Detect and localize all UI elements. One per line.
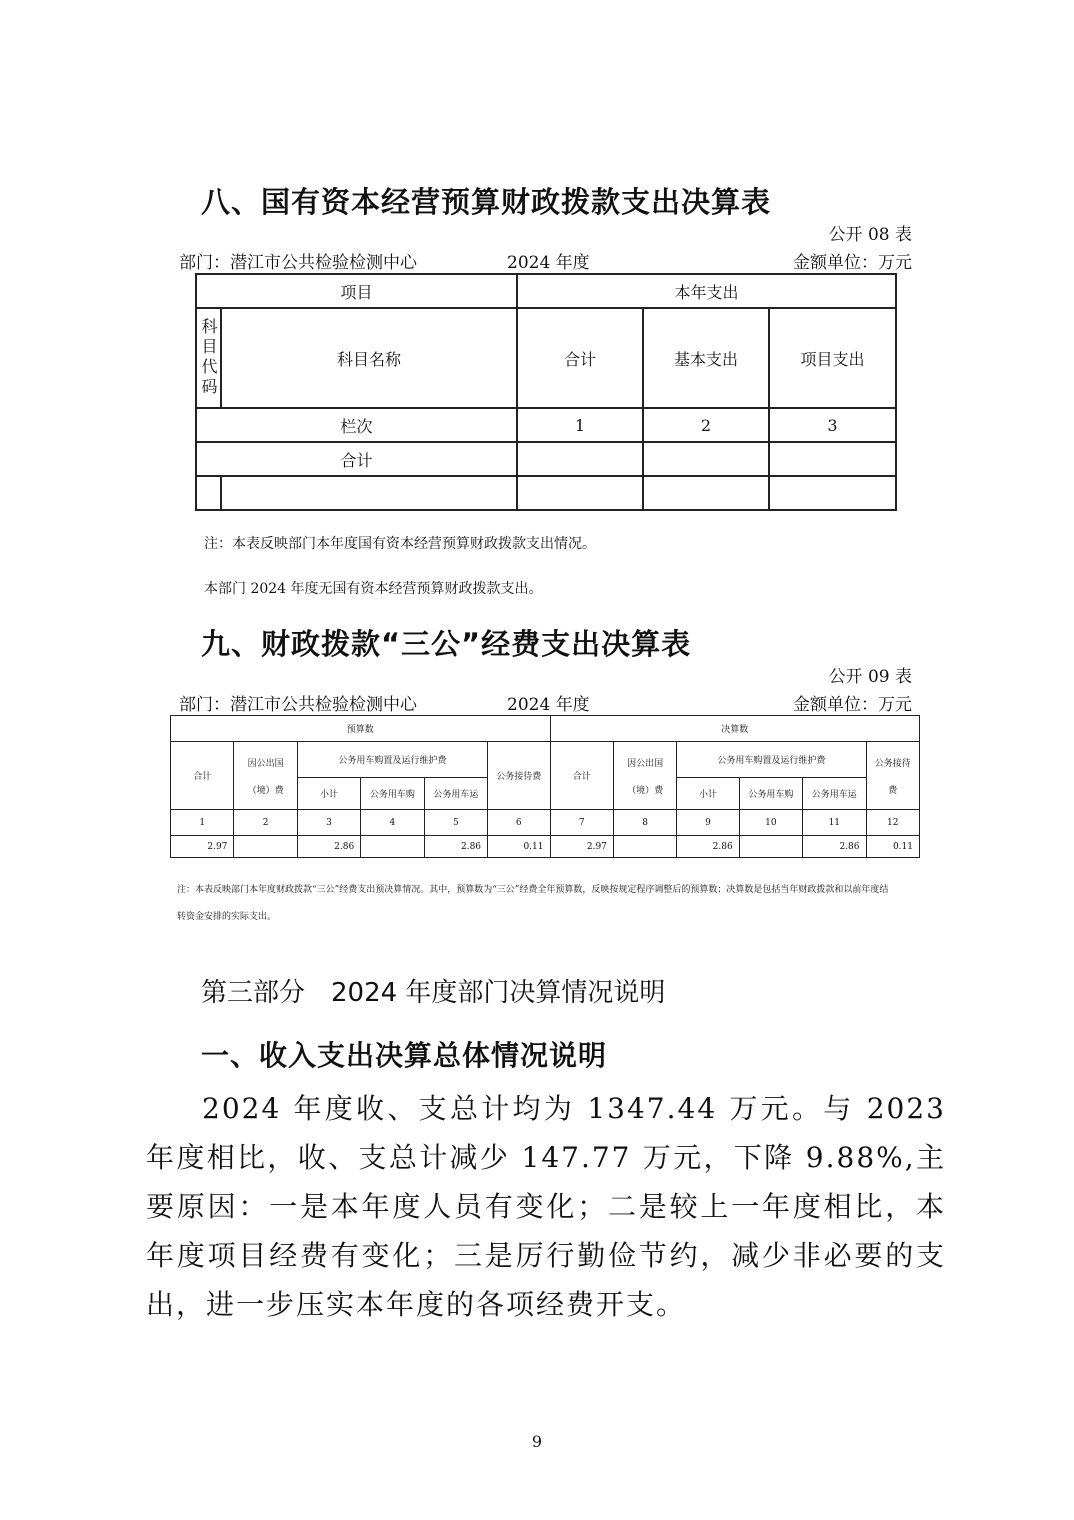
t9-col-index: 4	[361, 810, 424, 836]
t8-row-column: 栏次	[196, 408, 517, 442]
t9-value	[361, 836, 424, 858]
section9-year: 2024 年度	[507, 695, 590, 715]
t9-value: 2.97	[550, 836, 613, 858]
t9-col-index: 9	[677, 810, 739, 836]
t9-value	[739, 836, 802, 858]
t9-final-subtotal: 小计	[677, 778, 739, 810]
t9-col-index: 6	[488, 810, 550, 836]
t9-value	[613, 836, 676, 858]
t9-budget-reception: 公务接待费	[488, 742, 550, 810]
t9-reception-line1: 公务接待	[874, 758, 911, 769]
t9-final-abroad	[613, 742, 676, 810]
t9-abroad-line2: （境）费	[627, 785, 664, 796]
t9-col-index: 3	[297, 810, 360, 836]
t8-col3: 3	[769, 408, 896, 442]
t9-reception-line2: 费	[888, 785, 898, 796]
section9-title: 九、财政拨款“三公”经费支出决算表	[201, 627, 692, 661]
t9-value: 2.86	[803, 836, 866, 858]
t9-col-index: 12	[866, 810, 919, 836]
t9-col-index: 7	[550, 810, 613, 836]
t9-abroad-line1: 因公出国	[627, 758, 664, 769]
t9-final: 决算数	[550, 716, 920, 742]
t9-final-total: 合计	[550, 742, 613, 810]
t9-budget-vehicle-run: 公务用车运	[424, 778, 487, 810]
t9-budget-vehicle-buy: 公务用车购	[361, 778, 424, 810]
section9-note-line1: 注：本表反映部门本年度财政拨款“三公”经费支出预决算情况。其中，预算数为“三公”经费全年预算数，反映按规定程序调整后的预算数；决算数是包括当年财政拨款和以前年度结	[177, 885, 889, 895]
t9-value: 2.86	[297, 836, 360, 858]
section9-note-line2: 转资金安排的实际支出。	[177, 912, 277, 922]
section8-title: 八、国有资本经营预算财政拨款支出决算表	[201, 185, 772, 219]
t8-cell	[196, 476, 221, 510]
t9-value: 2.86	[677, 836, 739, 858]
t9-value	[234, 836, 297, 858]
t9-final-vehicle: 公务用车购置及运行维护费	[677, 742, 866, 778]
t9-value: 2.97	[171, 836, 234, 858]
t8-head-code: 科目代码	[199, 318, 218, 398]
t8-col2: 2	[643, 408, 769, 442]
section8-note2: 本部门 2024 年度无国有资本经营预算财政拨款支出。	[204, 581, 543, 597]
t8-cell	[517, 442, 643, 476]
t9-budget-vehicle: 公务用车购置及运行维护费	[297, 742, 487, 778]
section8-note: 注：本表反映部门本年度国有资本经营预算财政拨款支出情况。	[204, 536, 596, 552]
page-number: 9	[531, 1432, 543, 1451]
t9-col-index: 11	[803, 810, 866, 836]
section9-table-id: 公开 09 表	[828, 667, 912, 687]
t8-head-item: 项目支出	[769, 308, 896, 408]
t9-final-reception	[866, 742, 919, 810]
t9-col-index: 5	[424, 810, 487, 836]
section9-unit: 金额单位：万元	[793, 695, 912, 715]
section9-table	[170, 715, 920, 858]
t8-cell	[643, 476, 769, 510]
t9-abroad-line1: 因公出国	[247, 758, 284, 769]
t9-col-index: 8	[613, 810, 676, 836]
t8-cell	[517, 476, 643, 510]
t8-head-total: 合计	[517, 308, 643, 408]
t8-head-name: 科目名称	[221, 308, 517, 408]
t9-final-vehicle-run: 公务用车运	[803, 778, 866, 810]
t9-budget-abroad	[234, 742, 297, 810]
section8-dept: 部门：潜江市公共检验检测中心	[179, 253, 417, 273]
t9-budget-subtotal: 小计	[297, 778, 360, 810]
part3-paragraph: 2024 年度收、支总计均为 1347.44 万元。与 2023 年度相比，收、支总计减少 147.77 万元，下降 9.88%,主要原因：一是本年度人员有变化；二是较上一年度相比，本年度项目经费有变化；三是厉行勤俭节约，减少非必要的支出，进一步压实本年度的各项经费开支。	[146, 1092, 946, 1321]
t8-cell	[769, 476, 896, 510]
t8-cell	[769, 442, 896, 476]
t9-value: 2.86	[424, 836, 487, 858]
section8-table	[195, 273, 897, 511]
t8-head-year-expense: 本年支出	[517, 274, 896, 308]
part3-subheading: 一、收入支出决算总体情况说明	[201, 1039, 608, 1072]
t9-col-index: 2	[234, 810, 297, 836]
t8-row-total: 合计	[196, 442, 517, 476]
section9-dept: 部门：潜江市公共检验检测中心	[179, 695, 417, 715]
t8-cell	[643, 442, 769, 476]
t9-abroad-line2: （境）费	[247, 785, 284, 796]
t8-head-project: 项目	[196, 274, 517, 308]
section8-year: 2024 年度	[507, 253, 590, 273]
t8-head-basic: 基本支出	[643, 308, 769, 408]
t9-budget-total: 合计	[171, 742, 234, 810]
t8-col1: 1	[517, 408, 643, 442]
t9-col-index: 1	[171, 810, 234, 836]
t9-final-vehicle-buy: 公务用车购	[739, 778, 802, 810]
part3-title: 第三部分 2024 年度部门决算情况说明	[201, 978, 666, 1008]
section8-table-id: 公开 08 表	[828, 225, 912, 245]
t9-value: 0.11	[488, 836, 550, 858]
t9-value: 0.11	[866, 836, 919, 858]
t9-col-index: 10	[739, 810, 802, 836]
section8-unit: 金额单位：万元	[793, 253, 912, 273]
t8-cell	[221, 476, 517, 510]
t9-budget: 预算数	[171, 716, 551, 742]
